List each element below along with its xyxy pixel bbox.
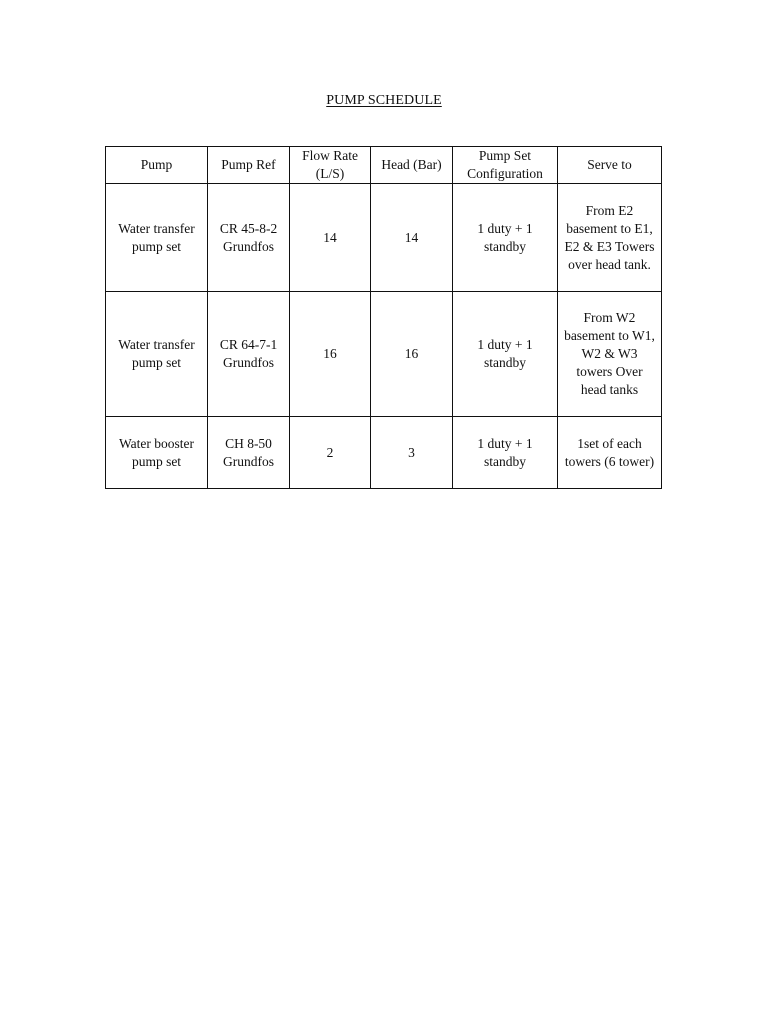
cell-pump-ref: CH 8-50 Grundfos [208,417,290,489]
cell-pump-ref: CR 45-8-2 Grundfos [208,184,290,292]
cell-head: 14 [371,184,453,292]
cell-configuration: 1 duty + 1 standby [453,184,558,292]
table-header-row [106,147,662,184]
cell-serve-to: 1set of each towers (6 tower) [558,417,662,489]
table-row [106,417,662,489]
page-title: PUMP SCHEDULE [326,93,442,108]
cell-serve-to: From W2 basement to W1, W2 & W3 towers Over head tanks [558,292,662,417]
cell-serve-to: From E2 basement to E1, E2 & E3 Towers over head tank. [558,184,662,292]
cell-configuration: 1 duty + 1 standby [453,292,558,417]
header-head: Head (Bar) [371,147,453,184]
table-row [106,184,662,292]
cell-head: 3 [371,417,453,489]
header-serve-to: Serve to [558,147,662,184]
table-row [106,292,662,417]
header-pump: Pump [106,147,208,184]
header-configuration: Pump Set Configuration [453,147,558,184]
header-pump-ref: Pump Ref [208,147,290,184]
cell-pump-ref: CR 64-7-1 Grundfos [208,292,290,417]
cell-flow-rate: 2 [290,417,371,489]
header-flow-rate: Flow Rate (L/S) [290,147,371,184]
cell-pump: Water booster pump set [106,417,208,489]
cell-pump: Water transfer pump set [106,292,208,417]
cell-configuration: 1 duty + 1 standby [453,417,558,489]
cell-pump: Water transfer pump set [106,184,208,292]
cell-flow-rate: 16 [290,292,371,417]
pump-schedule-table [105,146,662,489]
cell-head: 16 [371,292,453,417]
cell-flow-rate: 14 [290,184,371,292]
